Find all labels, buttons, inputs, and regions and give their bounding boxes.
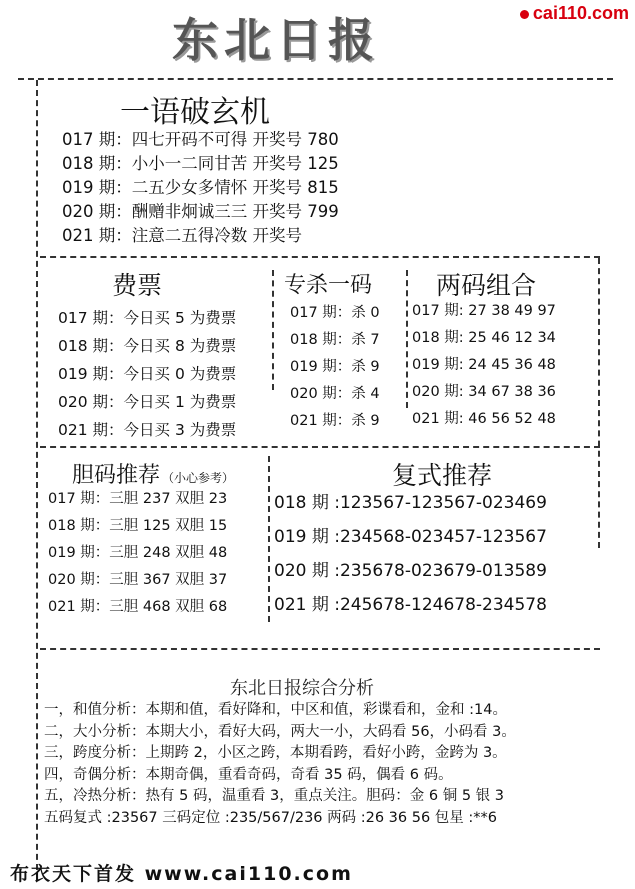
list-item: 019 期：今日买 0 为费票 [58,365,237,383]
list-item: 021 期：注意二五得冷数 开奖号 [62,226,302,245]
list-item: 019 期: 24 45 36 48 [412,357,556,373]
list-item: 三，跨度分析：上期跨 2，小区之跨，本期看跨，看好小跨，金跨为 3。 [44,745,507,761]
divider-mid [40,446,600,448]
list-item: 017 期：今日买 5 为费票 [58,309,237,327]
list-item: 019 期：二五少女多情怀 开奖号 815 [62,178,339,197]
divider-analysis [40,648,600,650]
list-item: 019 期：三胆 248 双胆 48 [48,545,228,561]
list-item: 017 期: 27 38 49 97 [412,303,556,319]
dan-title [72,458,234,489]
dan-title-text: 胆码推荐 [72,463,161,488]
list-item: 017 期：杀 0 [290,305,380,321]
list-item: 018 期：杀 7 [290,332,380,348]
site-logo-text: cai110.com [532,3,629,23]
list-item: 021 期：三胆 468 双胆 68 [48,599,228,615]
divider-dan-fushi [268,456,270,622]
pair-list [412,298,556,433]
kill-title: 专杀一码 [284,273,373,298]
list-item: 021 期：今日买 3 为费票 [58,421,237,439]
list-item: 017 期：四七开码不可得 开奖号 780 [62,130,339,149]
analysis-list [44,700,516,829]
divider-fee-kill [272,270,274,390]
section1-title: 一语破玄机 [120,95,270,130]
list-item: 020 期：三胆 367 双胆 37 [48,572,228,588]
fee-list [58,304,236,444]
list-item: 020 期：杀 4 [290,386,380,402]
list-item: 018 期：小小一二同甘苦 开奖号 125 [62,154,339,173]
kill-list [290,300,380,435]
fushi-list [274,486,547,622]
divider-top [18,78,613,80]
dan-list [48,486,227,621]
list-item: 四，奇偶分析：本期奇偶，重看奇码，奇看 35 码，偶看 6 码。 [44,766,453,783]
list-item: 018 期：三胆 125 双胆 15 [48,518,228,534]
divider-left [36,80,38,880]
list-item: 019 期：杀 9 [290,359,380,375]
divider-section1 [40,256,600,258]
brand-dot-icon [520,10,529,19]
list-item: 一，和值分析：本期和值，看好降和，中区和值，彩谍看和，金和 :14。 [44,702,507,718]
fushi-title: 复式推荐 [392,461,493,490]
dan-subtitle: （小心参考） [162,471,235,485]
list-item: 020 期：酬赠非炯诚三三 开奖号 799 [62,202,339,221]
list-item: 020 期: 34 67 38 36 [412,384,556,400]
list-item: 018 期 :123567-123567-023469 [274,493,547,513]
list-item: 五，冷热分析：热有 5 码，温重看 3，重点关注。胆码：金 6 铜 5 银 3 [44,788,504,804]
list-item: 020 期：今日买 1 为费票 [58,393,237,411]
list-item: 二，大小分析：本期大小，看好大码，两大一小，大码看 56，小码看 3。 [44,723,516,740]
list-item: 020 期 :235678-023679-013589 [274,561,547,581]
list-item: 019 期 :234568-023457-123567 [274,527,547,547]
divider-right [598,258,600,548]
list-item: 018 期：今日买 8 为费票 [58,337,237,355]
list-item: 五码复式 :23567 三码定位 :235/567/236 两码 :26 36 56 包星 :**6 [44,809,498,826]
list-item: 021 期: 46 56 52 48 [412,411,556,427]
fee-title: 费票 [112,271,163,300]
list-item: 017 期：三胆 237 双胆 23 [48,491,228,507]
section1-list [62,128,339,248]
list-item: 018 期: 25 46 12 34 [412,330,556,346]
analysis-title: 东北日报综合分析 [230,678,374,699]
pair-title: 两码组合 [436,271,537,300]
list-item: 021 期：杀 9 [290,413,380,429]
list-item: 021 期 :245678-124678-234578 [274,595,547,615]
footer-text: 布衣天下首发 www.cai110.com [10,863,353,885]
divider-kill-pair [406,270,408,408]
site-logo [520,3,629,24]
masthead-title: 东北日报 [172,13,380,67]
